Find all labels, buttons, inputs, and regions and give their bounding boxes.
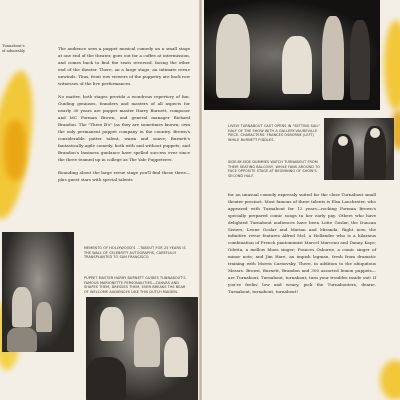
caption-side-by-side: SIDE-BY-SIDE DUMMIES WATCH TURNABOUT FROM THEIR SEATING BALCONY, WHILE FANS AROUND TO FACE OPPOSITE STAGE AT BEGINNING OF SHOW'S SECOND HALF. (228, 160, 321, 178)
caption-tunnabout-cast: LIVELY TURNABOUT CAST OPENS IN "SETTING SAIL" HALF OF THE SHOW WITH A GALLERY-VAUDEVILLE PIECE. CHARACTERS: FRANCES OSBORNE (LEFT) WHILE BURNETT FIDDLES. (228, 124, 321, 142)
photo-side-by-side-dummies (324, 118, 394, 180)
page-gutter (199, 0, 202, 400)
photo-turnabout-cast (204, 0, 380, 110)
yellow-paint-splash (380, 360, 400, 400)
caption-puppet-master: PUPPET MASTER HARRY BURNETT GUIDES TUNNABOUT'S FAMOUS MARIONETTE PERSONALITIES—CANVAS AND SHAPES THEM, DRESSES THEM, EVEN BREAKS THE BEAR OF WELCOME AUDIENCES LIKE THIS DUTCH MAIDEN. (84, 276, 186, 294)
right-body-text: for an unusual comedy expressly suited for the close Turnabout small theater precinct. Most famous of these talents is Elsa Lanchester, who appeared with Turnabout for 12 years—rocking Forman Brown's specially prepared comic songs in her early pay. Others who have delighted Turnabout audiences have been Lotte Goslar, the Duncan Sisters, Leone Goslar and Marian and Miranda. Right now, the infinitive revue features Alfred Mel, a Hollander who is a hilarious combination of French pantomimist Marcel Marceau and Danny Kaye; Odetta, a mellow blues singer; Frances Osborne, a comic singer of minor note; and Jim Hare, an impish legman, fresh from dramatic training with Morris Carnovsky. There, in addition to the ubiquitous Messrs. Brown, Burnett, Brandon and 300 assorted lemon puppets—are Turnabout, Turnabout, turnabout, turn your troubles inside out! If you're feelin' low and weary, pick the Turnabouters, dearie. Turnabout, turnabout, turnabout! (228, 192, 376, 294)
photo-autograph-wall (2, 232, 74, 352)
photo-puppet-master (86, 297, 198, 400)
yellow-paint-splash (384, 20, 400, 110)
left-body-text: The audience sees a puppet musical comedy on a small stage at one end of the theater, goes out for a coffee at intermission, and comes back to find the seats reversed, facing the other end of the theater. There, on a large stage, an intimate revue unwinds. Thus, front row viewers of the puppetry are back row witnesses of the live performances. No matter, both stages provide a wondrous repertory of fun. Guiding geniuses, founders and masters of all aspects for nearly 30 years are puppet master Harry Burnett, composer and MC Forman Brown, and general manager Richard Brandon. The "Three B's" (as they are sometimes known, own the only permanent puppet company in the country. Brown's considerable patter talent, warm and suave; Burnett's fantastically agile comedy, both with and without puppets; and Brandon's business guidance have spelled success ever since the three teamed up in college as The Yale Puppeteers. Bounding about the large revue stage you'll find these three—plus guest stars with special talents (58, 46, 190, 183)
caption-memento: MEMENTO OF HOLLYWOOD'S ...TABOUT FOR 25 YEARS IS THE WALL OF CELEBRITY AUTOGRAPHS, CAREFULLY TRANSPLANTED TO SAN FRANCISCO. (84, 246, 186, 260)
top-left-caption: Tunnabout's of admirably (2, 44, 25, 53)
yellow-paint-splash (4, 120, 26, 180)
